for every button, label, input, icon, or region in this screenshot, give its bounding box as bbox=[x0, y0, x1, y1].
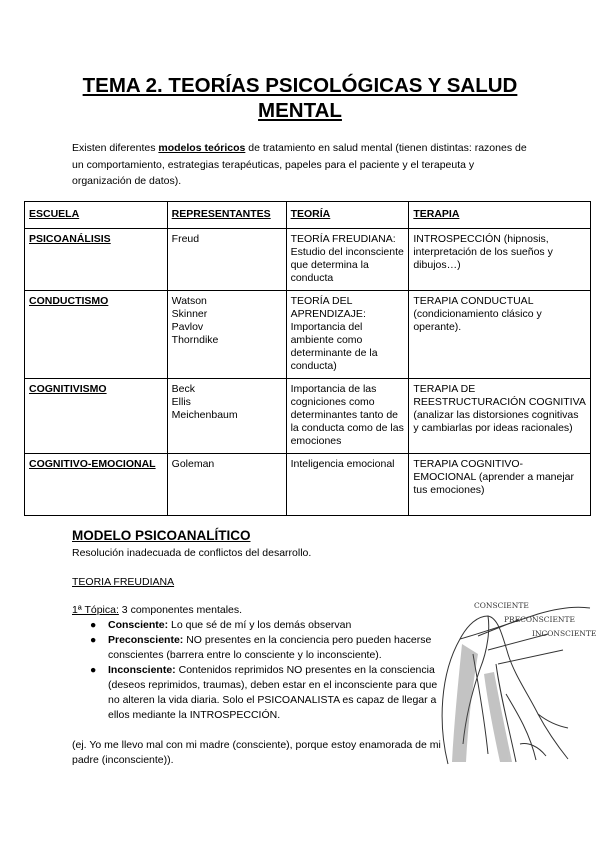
section-heading: MODELO PSICOANALÍTICO bbox=[72, 528, 251, 543]
theory-subheading: TEORIA FREUDIANA bbox=[72, 576, 175, 588]
bullet-icon: ● bbox=[90, 664, 97, 676]
theory-cell: Importancia de las cogniciones como determinantes tanto de la conducta como de las emociones bbox=[286, 379, 409, 454]
rep-name: Pavlov bbox=[171, 321, 204, 333]
topica-text: 3 componentes mentales. bbox=[118, 604, 243, 616]
header-teoria: TEORÍA bbox=[286, 202, 409, 229]
therapy-cell: INTROSPECCIÓN (hipnosis, interpretación de los sueños y dibujos…) bbox=[409, 229, 591, 291]
item-label: Preconsciente: bbox=[108, 634, 184, 646]
therapy-cell: TERAPIA COGNITIVO-EMOCIONAL (aprender a manejar tus emociones) bbox=[409, 454, 591, 516]
list-item bbox=[72, 663, 444, 723]
rep-name: Thorndike bbox=[171, 334, 219, 346]
rep-name: Watson bbox=[171, 295, 207, 307]
reps-cell bbox=[167, 454, 286, 516]
label-inconsciente: INCONSCIENTE bbox=[532, 629, 597, 638]
reps-cell bbox=[167, 379, 286, 454]
table-row bbox=[25, 291, 591, 379]
components-list bbox=[72, 618, 444, 723]
page-title bbox=[40, 73, 560, 123]
item-text: NO presentes en la conciencia pero pueden hacerse conscientes (barrera entre lo consciente y lo inconsciente). bbox=[108, 634, 432, 661]
school-cell: CONDUCTISMO bbox=[25, 291, 168, 379]
title-line-1: TEMA 2. TEORÍAS PSICOLÓGICAS Y SALUD bbox=[82, 74, 518, 97]
list-item bbox=[72, 618, 444, 633]
reps-cell bbox=[167, 291, 286, 379]
rep-name: Ellis bbox=[171, 396, 191, 408]
school-cell: COGNITIVISMO bbox=[25, 379, 168, 454]
section-subtitle: Resolución inadecuada de conflictos del desarrollo. bbox=[72, 547, 312, 559]
item-label: Consciente: bbox=[108, 619, 169, 631]
header-representantes: REPRESENTANTES bbox=[167, 202, 286, 229]
header-escuela: ESCUELA bbox=[25, 202, 168, 229]
label-preconsciente: PRECONSCIENTE bbox=[504, 615, 575, 624]
item-text: Contenidos reprimidos NO presentes en la consciencia (deseos reprimidos, traumas), deben estar en el inconsciente para que no alteren la vida diaria. Solo el PSICOANALISTA es capaz de llegar a ellos mediante la INTROSPECCIÓN. bbox=[108, 664, 438, 721]
rep-name: Freud bbox=[171, 233, 200, 245]
list-item bbox=[72, 633, 444, 663]
bullet-icon: ● bbox=[90, 619, 97, 631]
rep-name: Meichenbaum bbox=[171, 409, 238, 421]
item-label: Inconsciente: bbox=[108, 664, 176, 676]
bullet-icon: ● bbox=[90, 634, 97, 646]
topica-line bbox=[72, 603, 242, 618]
therapy-cell: TERAPIA DE REESTRUCTURACIÓN COGNITIVA (analizar las distorsiones cognitivas y cambiarlas por ideas racionales) bbox=[409, 379, 591, 454]
schools-table bbox=[24, 201, 591, 516]
reps-cell bbox=[167, 229, 286, 291]
intro-paragraph bbox=[72, 140, 532, 190]
table-row bbox=[25, 379, 591, 454]
rep-name: Skinner bbox=[171, 308, 208, 320]
example-text: (ej. Yo me llevo mal con mi madre (consciente), porque estoy enamorada de mi padre (inconsciente)). bbox=[72, 739, 441, 766]
table-row bbox=[25, 229, 591, 291]
label-consciente: CONSCIENTE bbox=[474, 601, 529, 610]
therapy-cell: TERAPIA CONDUCTUAL (condicionamiento clásico y operante). bbox=[409, 291, 591, 379]
header-terapia: TERAPIA bbox=[409, 202, 591, 229]
rep-name: Beck bbox=[171, 383, 196, 395]
intro-text-before: Existen diferentes bbox=[72, 142, 159, 154]
rep-name: Goleman bbox=[171, 458, 215, 470]
topica-label: 1ª Tópica: bbox=[72, 604, 119, 616]
theory-cell: TEORÍA FREUDIANA: Estudio del inconsciente que determina la conducta bbox=[286, 229, 409, 291]
school-cell: PSICOANÁLISIS bbox=[25, 229, 168, 291]
table-header-row bbox=[25, 202, 591, 229]
school-cell: COGNITIVO-EMOCIONAL bbox=[25, 454, 168, 516]
theory-cell: TEORÍA DEL APRENDIZAJE: Importancia del ambiente como determinante de la conducta) bbox=[286, 291, 409, 379]
freud-iceberg-illustration bbox=[418, 594, 598, 769]
table-row bbox=[25, 454, 591, 516]
intro-bold-term: modelos teóricos bbox=[158, 142, 246, 154]
theory-cell: Inteligencia emocional bbox=[286, 454, 409, 516]
title-line-2: MENTAL bbox=[258, 99, 342, 122]
intro-text-after: de tratamiento en salud mental (tienen distintas: razones de un comportamiento, estrategias terapéuticas, papeles para el paciente y el terapeuta y organización de datos). bbox=[72, 142, 527, 187]
item-text: Lo que sé de mí y los demás observan bbox=[168, 619, 352, 631]
